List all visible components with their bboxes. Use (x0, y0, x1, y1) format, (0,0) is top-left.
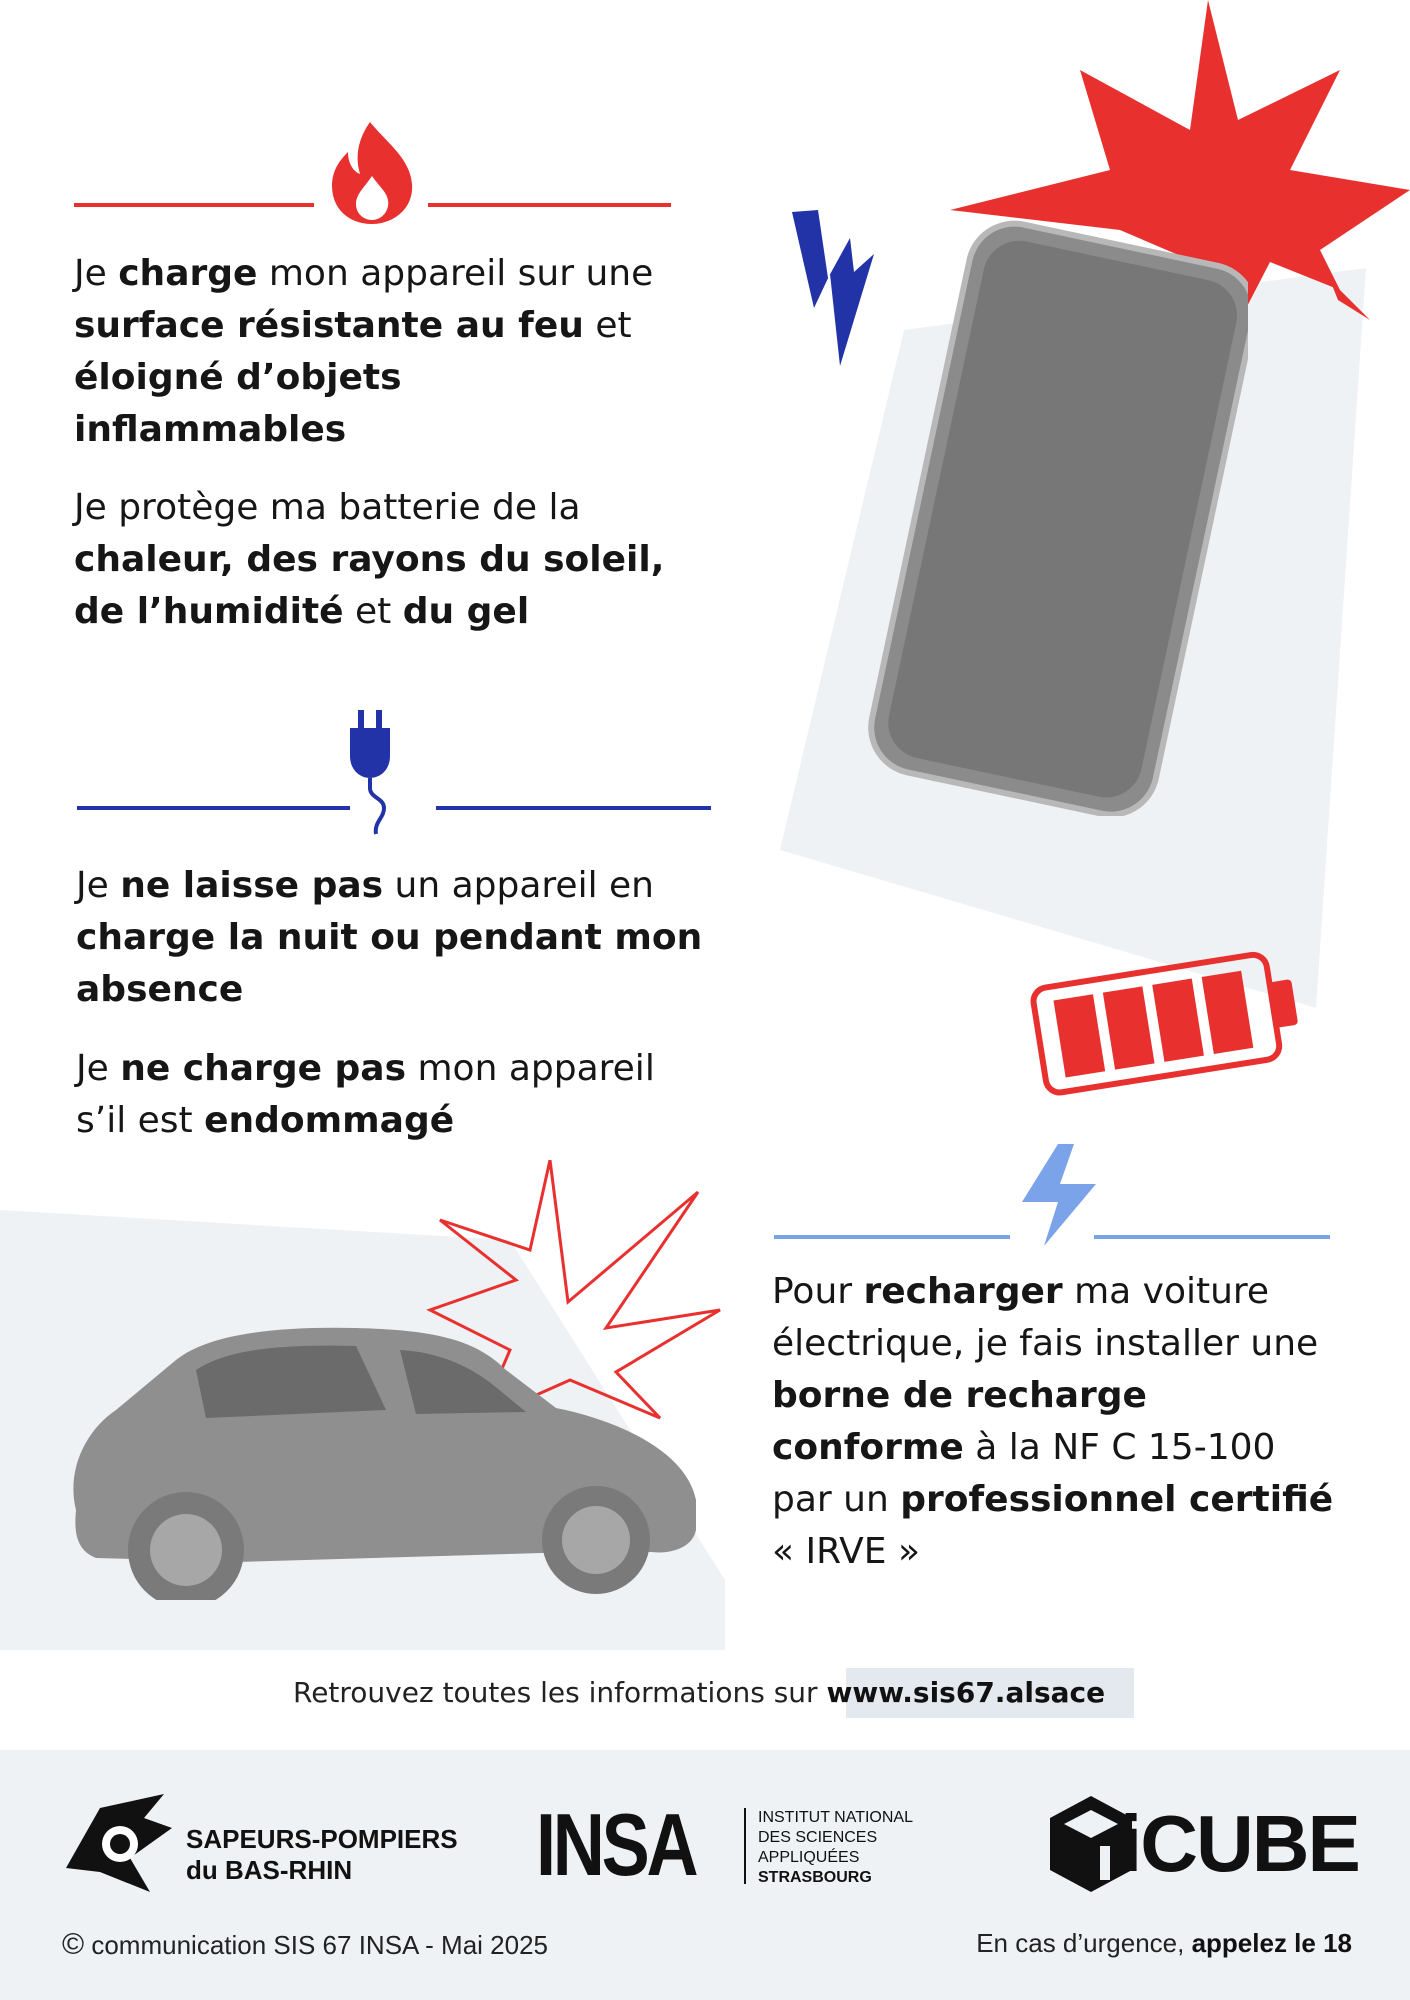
fire-paragraph-2: Je protège ma batterie de la chaleur, des rayons du soleil, de l’humidité et du gel (74, 487, 665, 632)
phone-illustration (848, 216, 1248, 816)
icube-logo: iCUBE (1120, 1799, 1359, 1888)
divider-left-navy (77, 806, 350, 810)
flame-icon (326, 118, 418, 226)
divider-right-navy (436, 806, 711, 810)
urgence-line: En cas d’urgence, appelez le 18 (976, 1928, 1352, 1958)
info-line (293, 1668, 1105, 1718)
sapeurs-pompiers-logo (60, 1788, 178, 1898)
plug-icon (344, 706, 416, 836)
divider-right-lightblue (1094, 1235, 1330, 1239)
website-link[interactable]: www.sis67.alsace (826, 1676, 1106, 1709)
battery-icon (1028, 940, 1318, 1100)
copyright-icon: © (62, 1928, 85, 1961)
footer (0, 1750, 1410, 2000)
car-paragraph: Pour recharger ma voiture électrique, je fais installer une borne de recharge conforme à la NF C 15-100 par un professionnel certifié « IRVE » (772, 1271, 1334, 1572)
info-text: Retrouvez toutes les informations sur (293, 1676, 818, 1709)
sapeurs-pompiers-name: SAPEURS-POMPIERS du BAS-RHIN (186, 1824, 458, 1885)
plug-paragraph-1: Je ne laisse pas un appareil en charge la nuit ou pendant mon absence (76, 865, 703, 1010)
insa-full-name: INSTITUT NATIONAL DES SCIENCES APPLIQUÉES STRASBOURG (758, 1809, 913, 1886)
divider-right-red (428, 203, 671, 207)
plug-paragraph-2: Je ne charge pas mon appareil s’il est endommagé (76, 1048, 655, 1141)
insa-divider (744, 1808, 746, 1884)
divider-left-red (74, 203, 314, 207)
copyright-line: © communication SIS 67 INSA - Mai 2025 (62, 1928, 549, 1961)
divider-left-lightblue (774, 1235, 1010, 1239)
insa-logo: INSA (536, 1795, 696, 1894)
car-illustration (56, 1300, 716, 1600)
lightning-icon (1018, 1140, 1098, 1250)
fire-paragraph-1: Je charge mon appareil sur une surface résistante au feu et éloigné d’objets inflammables (74, 253, 654, 450)
